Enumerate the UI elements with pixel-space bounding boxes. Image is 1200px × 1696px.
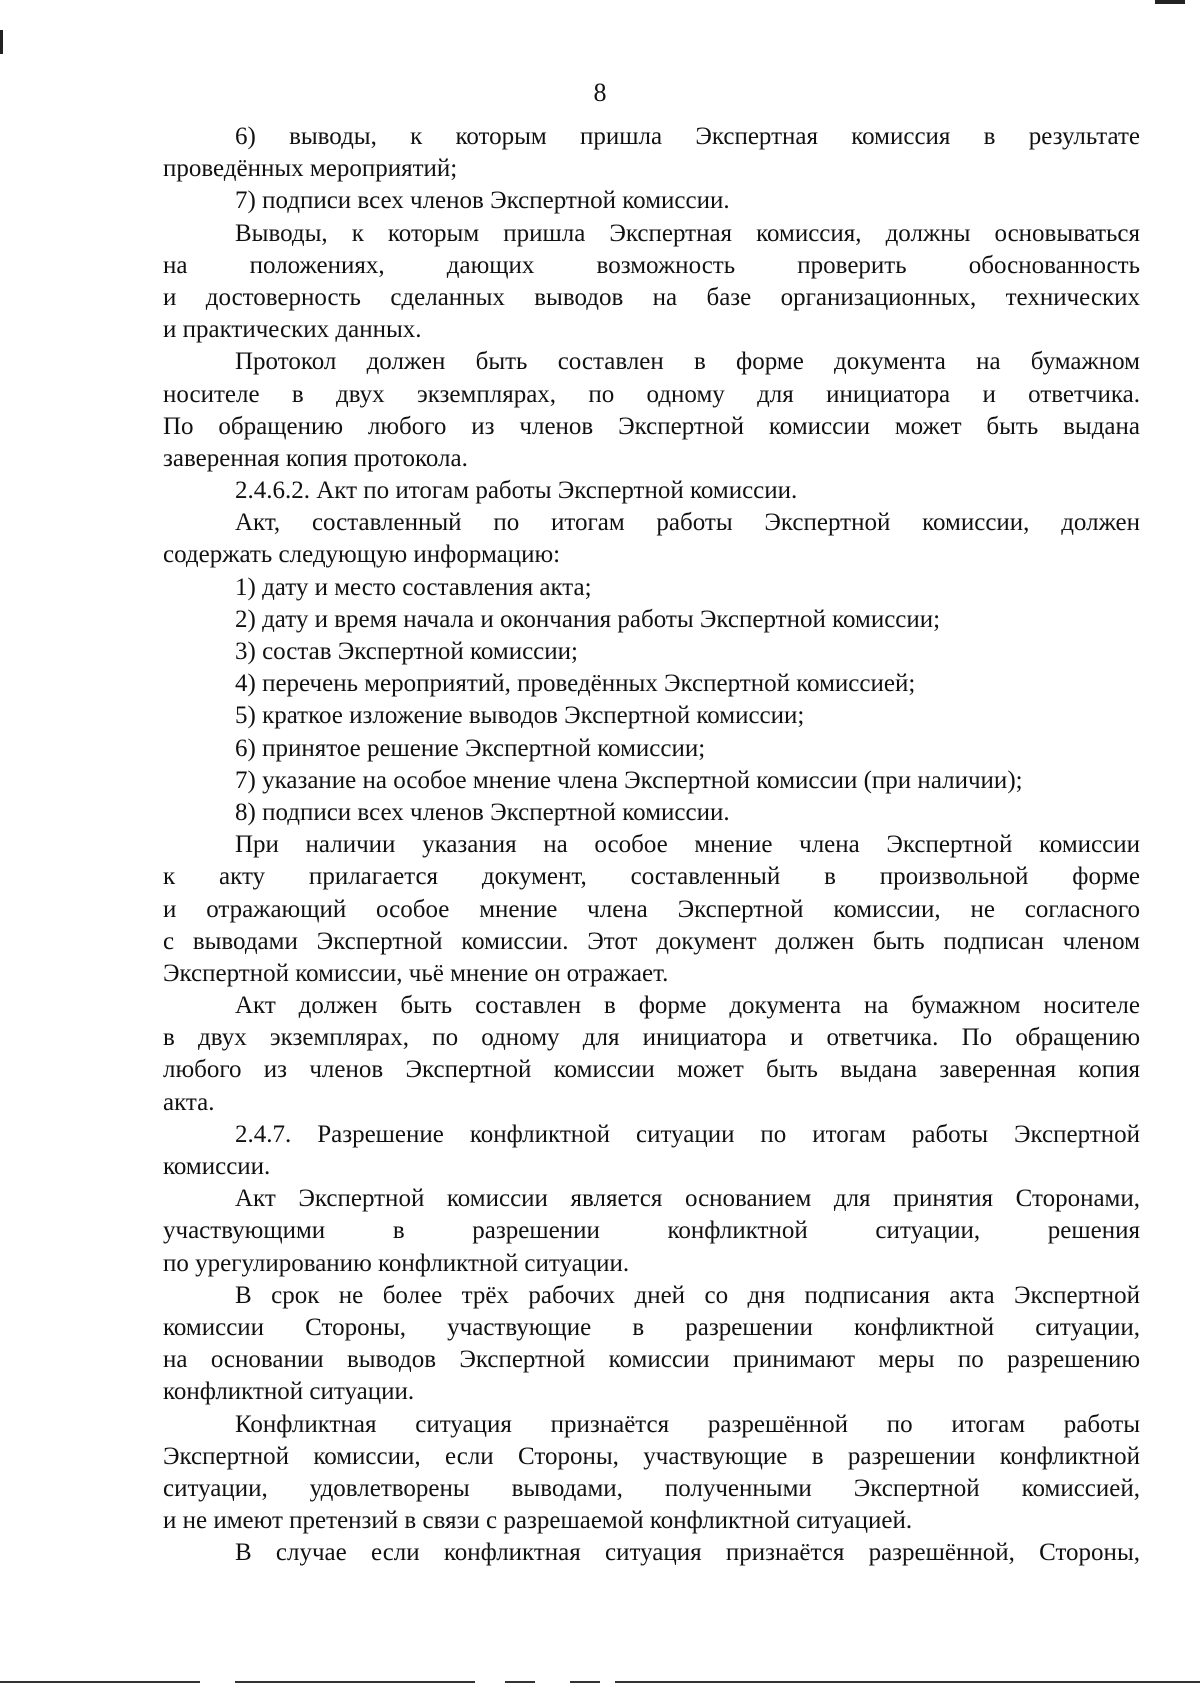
text-line: заверенная копия протокола. bbox=[163, 444, 468, 472]
text-line: и практических данных. bbox=[163, 316, 422, 344]
text-line: ситуации, удовлетворены выводами, полученными Экспертной комиссией, bbox=[163, 1474, 1140, 1502]
text-line: Акт, составленный по итогам работы Экспертной комиссии, должен bbox=[235, 509, 1140, 537]
text-line: по урегулированию конфликтной ситуации. bbox=[163, 1249, 630, 1277]
text-line: Экспертной комиссии, если Стороны, участвующие в разрешении конфликтной bbox=[163, 1442, 1140, 1470]
text-line: 7) указание на особое мнение члена Экспертной комиссии (при наличии); bbox=[235, 766, 1023, 794]
text-line: По обращению любого из членов Экспертной комиссии может быть выдана bbox=[163, 412, 1140, 440]
bottom-divider bbox=[235, 1681, 475, 1683]
text-line: 1) дату и место составления акта; bbox=[235, 573, 592, 601]
text-line: на положениях, дающих возможность проверить обоснованность bbox=[163, 251, 1140, 279]
text-line: и не имеют претензий в связи с разрешаемой конфликтной ситуацией. bbox=[163, 1507, 913, 1535]
body-text bbox=[163, 121, 1140, 1569]
text-line: 2) дату и время начала и окончания работы Экспертной комиссии; bbox=[235, 605, 941, 633]
text-line: 6) принятое решение Экспертной комиссии; bbox=[235, 734, 706, 762]
text-line: Протокол должен быть составлен в форме документа на бумажном bbox=[235, 348, 1140, 376]
bottom-divider bbox=[505, 1681, 535, 1683]
text-line: любого из членов Экспертной комиссии может быть выдана заверенная копия bbox=[163, 1056, 1140, 1084]
text-line: 5) краткое изложение выводов Экспертной комиссии; bbox=[235, 702, 805, 730]
text-line: проведённых мероприятий; bbox=[163, 155, 458, 183]
text-line: конфликтной ситуации. bbox=[163, 1378, 415, 1406]
scan-artifact-top bbox=[1155, 0, 1185, 4]
text-line: 8) подписи всех членов Экспертной комиссии. bbox=[235, 798, 730, 826]
text-line: акта. bbox=[163, 1088, 215, 1116]
text-line: комиссии. bbox=[163, 1153, 271, 1180]
bottom-divider bbox=[615, 1681, 1200, 1683]
bottom-divider bbox=[570, 1681, 600, 1683]
text-line: 6) выводы, к которым пришла Экспертная комиссия в результате bbox=[235, 123, 1140, 150]
text-line: участвующими в разрешении конфликтной ситуации, решения bbox=[163, 1217, 1140, 1245]
text-line: носителе в двух экземплярах, по одному для инициатора и ответчика. bbox=[163, 380, 1140, 408]
text-line: При наличии указания на особое мнение члена Экспертной комиссии bbox=[235, 831, 1140, 859]
page-number: 8 bbox=[593, 78, 607, 107]
text-line: содержать следующую информацию: bbox=[163, 541, 561, 569]
text-line: Конфликтная ситуация признаётся разрешённой по итогам работы bbox=[235, 1410, 1140, 1438]
text-line: комиссии Стороны, участвующие в разрешении конфликтной ситуации, bbox=[163, 1313, 1140, 1341]
text-line: 3) состав Экспертной комиссии; bbox=[235, 638, 578, 665]
text-line: 4) перечень мероприятий, проведённых Экспертной комиссией; bbox=[235, 670, 916, 698]
text-line: Акт Экспертной комиссии является основанием для принятия Сторонами, bbox=[235, 1185, 1140, 1213]
text-line: и достоверность сделанных выводов на базе организационных, технических bbox=[163, 283, 1140, 311]
text-line: 2.4.6.2. Акт по итогам работы Экспертной комиссии. bbox=[235, 477, 798, 505]
text-line: в двух экземплярах, по одному для инициатора и ответчика. По обращению bbox=[163, 1024, 1140, 1052]
text-line: с выводами Экспертной комиссии. Этот документ должен быть подписан членом bbox=[163, 927, 1140, 955]
text-line: В случае если конфликтная ситуация признаётся разрешённой, Стороны, bbox=[235, 1539, 1140, 1567]
text-line: 7) подписи всех членов Экспертной комиссии. bbox=[235, 187, 730, 215]
text-line: Экспертной комиссии, чьё мнение он отражает. bbox=[163, 959, 669, 987]
text-line: и отражающий особое мнение члена Экспертной комиссии, не согласного bbox=[163, 895, 1140, 923]
text-line: Выводы, к которым пришла Экспертная комиссия, должны основываться bbox=[235, 219, 1140, 247]
scan-artifact-left bbox=[0, 30, 3, 54]
text-line: к акту прилагается документ, составленный в произвольной форме bbox=[163, 863, 1140, 891]
text-line: на основании выводов Экспертной комиссии принимают меры по разрешению bbox=[163, 1346, 1140, 1374]
text-line: В срок не более трёх рабочих дней со дня подписания акта Экспертной bbox=[235, 1281, 1140, 1309]
text-line: 2.4.7. Разрешение конфликтной ситуации по итогам работы Экспертной bbox=[235, 1120, 1140, 1148]
text-line: Акт должен быть составлен в форме документа на бумажном носителе bbox=[235, 992, 1140, 1020]
bottom-divider bbox=[0, 1681, 200, 1683]
